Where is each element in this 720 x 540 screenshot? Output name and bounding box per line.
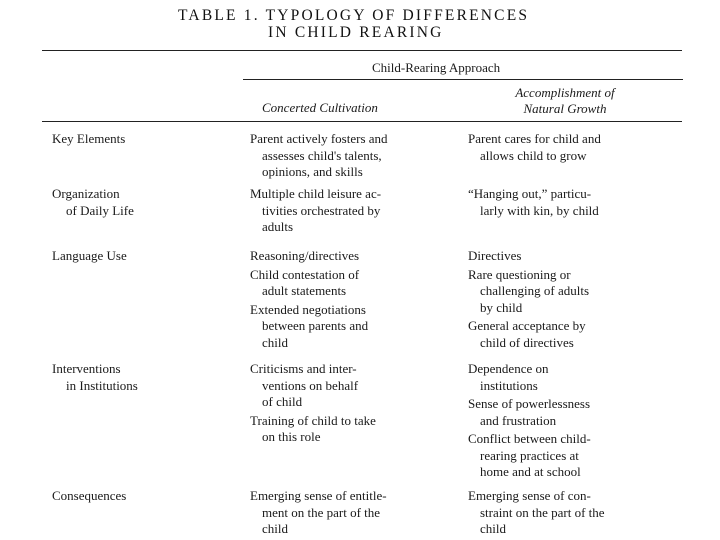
cell-entry [468,267,668,317]
row-label-line: in Institutions [66,377,138,393]
cell-text-line: adults [262,219,294,234]
cell-text-line: between parents and [262,318,369,333]
row-label-line: Organization [52,186,120,201]
row-label [52,131,125,148]
cell-text-line: Child contestation of [250,266,360,282]
table-cell-col1 [250,361,460,446]
row-label-line: Key Elements [52,131,126,146]
cell-text-line: ventions on behalf [262,377,359,393]
cell-text-line: Directives [468,248,522,263]
table-cell-col2 [468,186,668,219]
cell-text-line: tivities orchestrated by [262,202,381,218]
cell-entry [250,361,460,411]
cell-entry [468,488,668,538]
approach-header: Child-Rearing Approach [372,60,501,75]
cell-entry [250,248,460,265]
cell-text-line: Sense of powerlessness [468,396,591,411]
cell-text-line: challenging of adults [480,283,590,298]
cell-text-line: Reasoning/directives [250,248,360,263]
cell-entry [468,248,668,265]
row-label [52,361,138,394]
row-label-line: Consequences [52,488,127,503]
cell-entry [468,186,668,219]
top-rule [42,50,682,51]
cell-entry [250,413,460,446]
cell-text-line: Emerging sense of con- [468,488,591,503]
row-label-line: of Daily Life [66,202,134,218]
column-header-natural-growth-line-1: Accomplishment of [515,85,615,100]
table-cell-col1 [250,248,460,351]
cell-text-line: opinions, and skills [262,164,363,179]
cell-text-line: rearing practices at [480,447,579,463]
cell-entry [250,186,460,236]
column-header-concerted-cultivation: Concerted Cultivation [262,100,378,115]
table-cell-col2 [468,248,668,351]
row-label-line: Interventions [52,361,121,376]
row-label [52,248,127,265]
cell-text-line: home and at school [480,464,581,479]
cell-text-line: child [262,334,288,350]
cell-text-line: child [262,521,288,536]
cell-text-line: “Hanging out,” particu- [468,186,592,201]
header-bottom-rule [42,121,682,122]
cell-text-line: by child [480,299,523,315]
table-cell-col1 [250,186,460,236]
table-cell-col2 [468,488,668,538]
table-title-line-1: TABLE 1. TYPOLOGY OF DIFFERENCES [178,7,530,24]
table-cell-col2 [468,361,668,481]
cell-entry [250,488,460,538]
cell-text-line: Multiple child leisure ac- [250,186,382,201]
cell-entry [468,361,668,394]
cell-text-line: adult statements [262,283,347,298]
cell-text-line: allows child to grow [480,147,587,163]
cell-text-line: Emerging sense of entitle- [250,488,387,503]
cell-entry [250,131,460,181]
cell-text-line: straint on the part of the [480,504,605,520]
table-cell-col1 [250,131,460,181]
cell-text-line: General acceptance by [468,318,586,333]
row-label [52,186,134,219]
row-label-line: Language Use [52,248,127,263]
column-header-natural-growth [485,85,645,117]
cell-text-line: Dependence on [468,361,549,376]
cell-text-line: larly with kin, by child [480,202,599,218]
table-cell-col2 [468,131,668,164]
cell-text-line: ment on the part of the [262,504,381,520]
cell-text-line: and frustration [480,412,557,428]
cell-text-line: Parent cares for child and [468,131,601,146]
cell-text-line: Conflict between child- [468,431,591,446]
cell-text-line: Training of child to take [250,412,376,428]
cell-text-line: on this role [262,429,321,444]
cell-text-line: Extended negotiations [250,301,366,317]
cell-text-line: Parent actively fosters and [250,131,388,146]
cell-text-line: assesses child's talents, [262,147,382,163]
cell-entry [250,267,460,300]
cell-text-line: child of directives [480,334,574,350]
cell-text-line: institutions [480,377,538,393]
table-title-line-2: IN CHILD REARING [268,24,444,41]
cell-entry [468,131,668,164]
cell-text-line: Criticisms and inter- [250,361,357,376]
approach-rule [243,79,683,80]
cell-entry [468,431,668,481]
column-header-natural-growth-line-2: Natural Growth [523,101,607,116]
row-label [52,488,126,505]
table-cell-col1 [250,488,460,538]
cell-text-line: of child [262,394,303,409]
cell-text-line: child [480,521,506,536]
cell-entry [468,318,668,351]
cell-entry [250,302,460,352]
cell-entry [468,396,668,429]
cell-text-line: Rare questioning or [468,266,571,282]
